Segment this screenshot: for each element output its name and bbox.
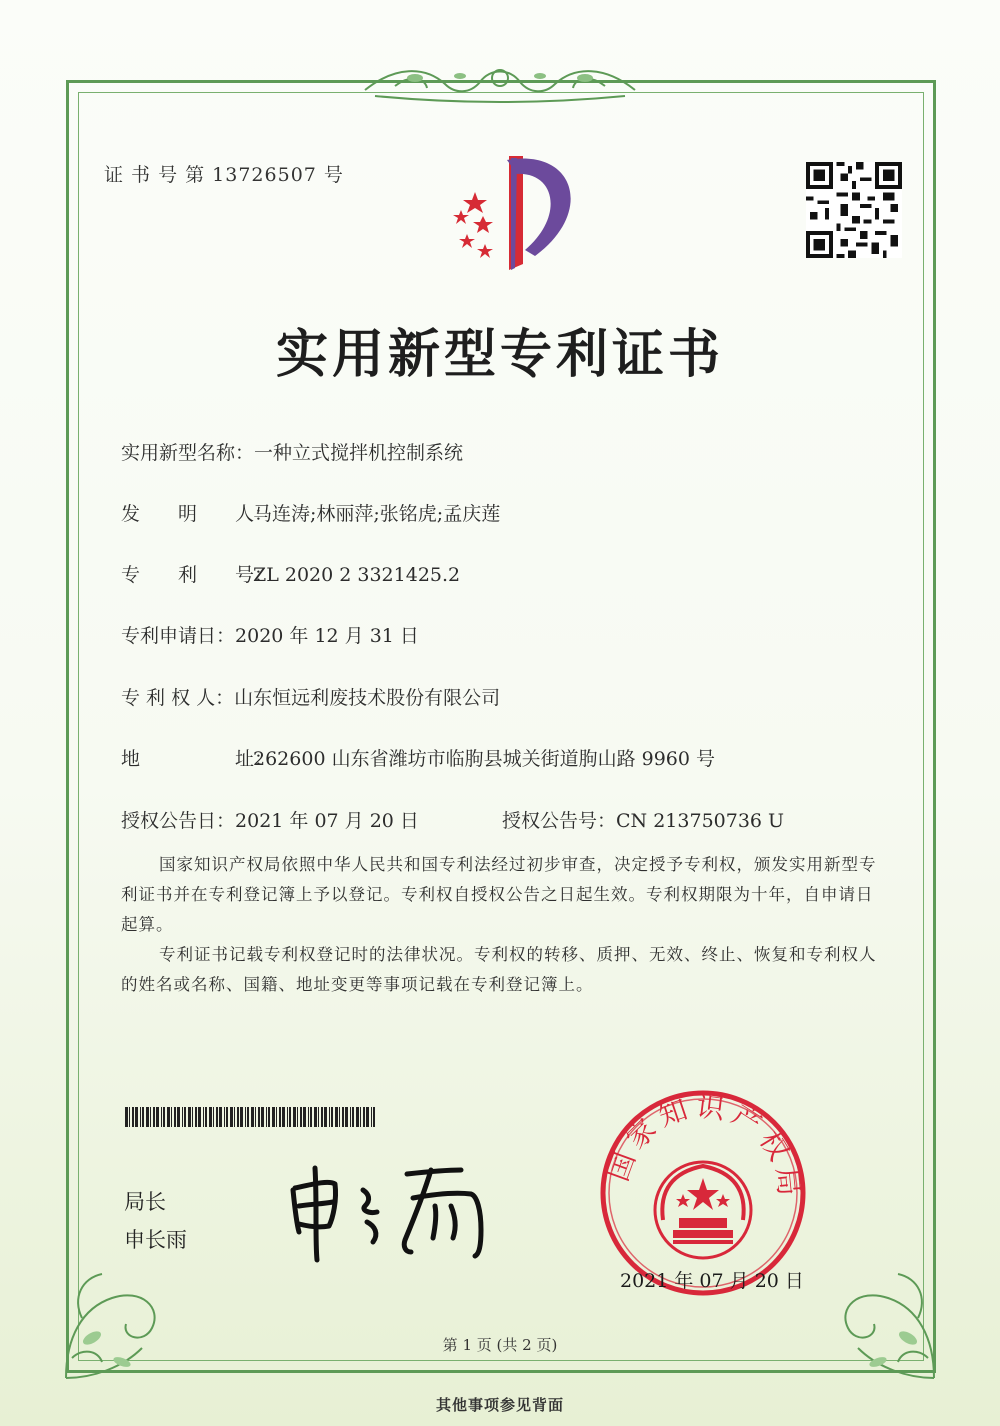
barcode-bar bbox=[224, 1107, 225, 1127]
barcode-bar bbox=[142, 1107, 144, 1127]
barcode-bar bbox=[318, 1107, 319, 1127]
seal-date: 2021 年 07 月 20 日 bbox=[620, 1270, 804, 1292]
barcode-icon bbox=[125, 1107, 380, 1127]
barcode-bar bbox=[363, 1107, 365, 1127]
barcode-bar bbox=[161, 1107, 162, 1127]
barcode-bar bbox=[167, 1107, 170, 1127]
barcode-bar bbox=[287, 1107, 288, 1127]
field-address bbox=[121, 744, 715, 771]
barcode-bar bbox=[373, 1107, 375, 1127]
barcode-bar bbox=[289, 1107, 291, 1127]
barcode-bar bbox=[279, 1107, 281, 1127]
page-number: 第 1 页 (共 2 页) bbox=[442, 1336, 558, 1354]
field-utility-model-name bbox=[121, 438, 463, 465]
field-value: ZL 2020 2 3321425.2 bbox=[253, 564, 461, 586]
barcode-bar bbox=[324, 1107, 327, 1127]
field-inventors bbox=[121, 499, 500, 526]
barcode-bar bbox=[255, 1107, 256, 1127]
barcode-bar bbox=[335, 1107, 338, 1127]
barcode-bar bbox=[276, 1107, 277, 1127]
barcode-bar bbox=[237, 1107, 239, 1127]
barcode-bar bbox=[213, 1107, 214, 1127]
footer-note: 其他事项参见背面 bbox=[435, 1396, 564, 1414]
barcode-bar bbox=[245, 1107, 246, 1127]
field-filing-date bbox=[121, 621, 419, 648]
field-label: 专利申请日： bbox=[121, 625, 236, 647]
seal-text: 国家知识产权局 bbox=[601, 1089, 807, 1204]
barcode-bar bbox=[205, 1107, 207, 1127]
certificate-number: 证 书 号 第 13726507 号 bbox=[104, 164, 344, 186]
barcode-bar bbox=[135, 1107, 138, 1127]
field-value: 262600 山东省潍坊市临朐县城关街道朐山路 9960 号 bbox=[253, 748, 716, 770]
director-title: 局长 bbox=[124, 1190, 166, 1214]
barcode-bar bbox=[153, 1107, 155, 1127]
barcode-bar bbox=[230, 1107, 233, 1127]
barcode-bar bbox=[339, 1107, 340, 1127]
barcode-bar bbox=[331, 1107, 333, 1127]
barcode-bar bbox=[321, 1107, 323, 1127]
barcode-bar bbox=[226, 1107, 228, 1127]
field-label: 发 明 人： bbox=[121, 503, 274, 525]
field-value: CN 213750736 U bbox=[616, 810, 785, 832]
barcode-bar bbox=[297, 1107, 298, 1127]
field-patent-number bbox=[121, 560, 460, 587]
barcode-bar bbox=[125, 1107, 128, 1127]
field-value: 2020 年 12 月 31 日 bbox=[235, 625, 419, 647]
barcode-bar bbox=[146, 1107, 149, 1127]
barcode-bar bbox=[150, 1107, 151, 1127]
body-paragraph-2 bbox=[121, 940, 883, 1000]
barcode-bar bbox=[310, 1107, 312, 1127]
body-paragraph-1 bbox=[121, 850, 883, 940]
barcode-bar bbox=[247, 1107, 249, 1127]
barcode-bar bbox=[371, 1107, 372, 1127]
barcode-bar bbox=[163, 1107, 165, 1127]
barcode-bar bbox=[177, 1107, 180, 1127]
field-value: 一种立式搅拌机控制系统 bbox=[254, 442, 464, 464]
field-label: 授权公告号： bbox=[502, 810, 617, 832]
director-signature-icon bbox=[285, 1160, 515, 1265]
barcode-bar bbox=[129, 1107, 130, 1127]
field-value: 马连涛;林丽萍;张铭虎;孟庆莲 bbox=[253, 503, 501, 525]
field-grant-number bbox=[502, 806, 784, 833]
barcode-bar bbox=[314, 1107, 317, 1127]
barcode-bar bbox=[308, 1107, 309, 1127]
top-ornament-icon bbox=[355, 56, 645, 106]
director-name: 申长雨 bbox=[124, 1228, 187, 1252]
barcode-bar bbox=[300, 1107, 302, 1127]
paragraph-text: 国家知识产权局依照中华人民共和国专利法经过初步审查，决定授予专利权，颁发实用新型专利证书并在专利登记簿上予以登记。专利权自授权公告之日起生效。专利权期限为十年，自申请日起算。 bbox=[121, 855, 877, 934]
field-patentee bbox=[121, 683, 500, 710]
barcode-bar bbox=[352, 1107, 354, 1127]
barcode-bar bbox=[261, 1107, 264, 1127]
barcode-bar bbox=[329, 1107, 330, 1127]
cnipa-logo-icon bbox=[425, 152, 585, 272]
field-label: 实用新型名称： bbox=[121, 442, 255, 464]
barcode-bar bbox=[234, 1107, 235, 1127]
barcode-bar bbox=[345, 1107, 348, 1127]
barcode-bar bbox=[182, 1107, 183, 1127]
barcode-bar bbox=[342, 1107, 344, 1127]
barcode-bar bbox=[350, 1107, 351, 1127]
bottom-right-ornament-icon bbox=[808, 1238, 948, 1388]
barcode-bar bbox=[156, 1107, 159, 1127]
barcode-bar bbox=[203, 1107, 204, 1127]
barcode-bar bbox=[188, 1107, 191, 1127]
barcode-bar bbox=[240, 1107, 243, 1127]
field-value: 山东恒远利废技术股份有限公司 bbox=[234, 687, 501, 709]
barcode-bar bbox=[366, 1107, 369, 1127]
barcode-bar bbox=[303, 1107, 306, 1127]
barcode-bar bbox=[216, 1107, 218, 1127]
field-label: 授权公告日： bbox=[121, 810, 236, 832]
barcode-bar bbox=[195, 1107, 197, 1127]
barcode-bar bbox=[140, 1107, 141, 1127]
barcode-bar bbox=[209, 1107, 212, 1127]
field-value: 2021 年 07 月 20 日 bbox=[235, 810, 419, 832]
barcode-bar bbox=[360, 1107, 361, 1127]
barcode-bar bbox=[356, 1107, 359, 1127]
bottom-left-ornament-icon bbox=[52, 1238, 192, 1388]
barcode-bar bbox=[266, 1107, 267, 1127]
barcode-bar bbox=[174, 1107, 176, 1127]
barcode-bar bbox=[282, 1107, 285, 1127]
barcode-bar bbox=[132, 1107, 134, 1127]
field-label: 专 利 号： bbox=[121, 564, 274, 586]
field-label: 专 利 权 人： bbox=[121, 687, 235, 709]
barcode-bar bbox=[268, 1107, 270, 1127]
certificate-title: 实用新型专利证书 bbox=[275, 324, 724, 385]
field-grant-date bbox=[121, 806, 419, 833]
paragraph-text: 专利证书记载专利权登记时的法律状况。专利权的转移、质押、无效、终止、恢复和专利权人的姓名或名称、国籍、地址变更等事项记载在专利登记簿上。 bbox=[121, 945, 877, 994]
field-label: 地 址： bbox=[121, 748, 274, 770]
barcode-bar bbox=[258, 1107, 260, 1127]
barcode-bar bbox=[219, 1107, 222, 1127]
barcode-bar bbox=[171, 1107, 172, 1127]
barcode-bar bbox=[184, 1107, 186, 1127]
barcode-bar bbox=[293, 1107, 296, 1127]
barcode-bar bbox=[251, 1107, 254, 1127]
qr-code-icon bbox=[806, 162, 902, 258]
barcode-bar bbox=[198, 1107, 201, 1127]
barcode-bar bbox=[272, 1107, 275, 1127]
barcode-bar bbox=[192, 1107, 193, 1127]
